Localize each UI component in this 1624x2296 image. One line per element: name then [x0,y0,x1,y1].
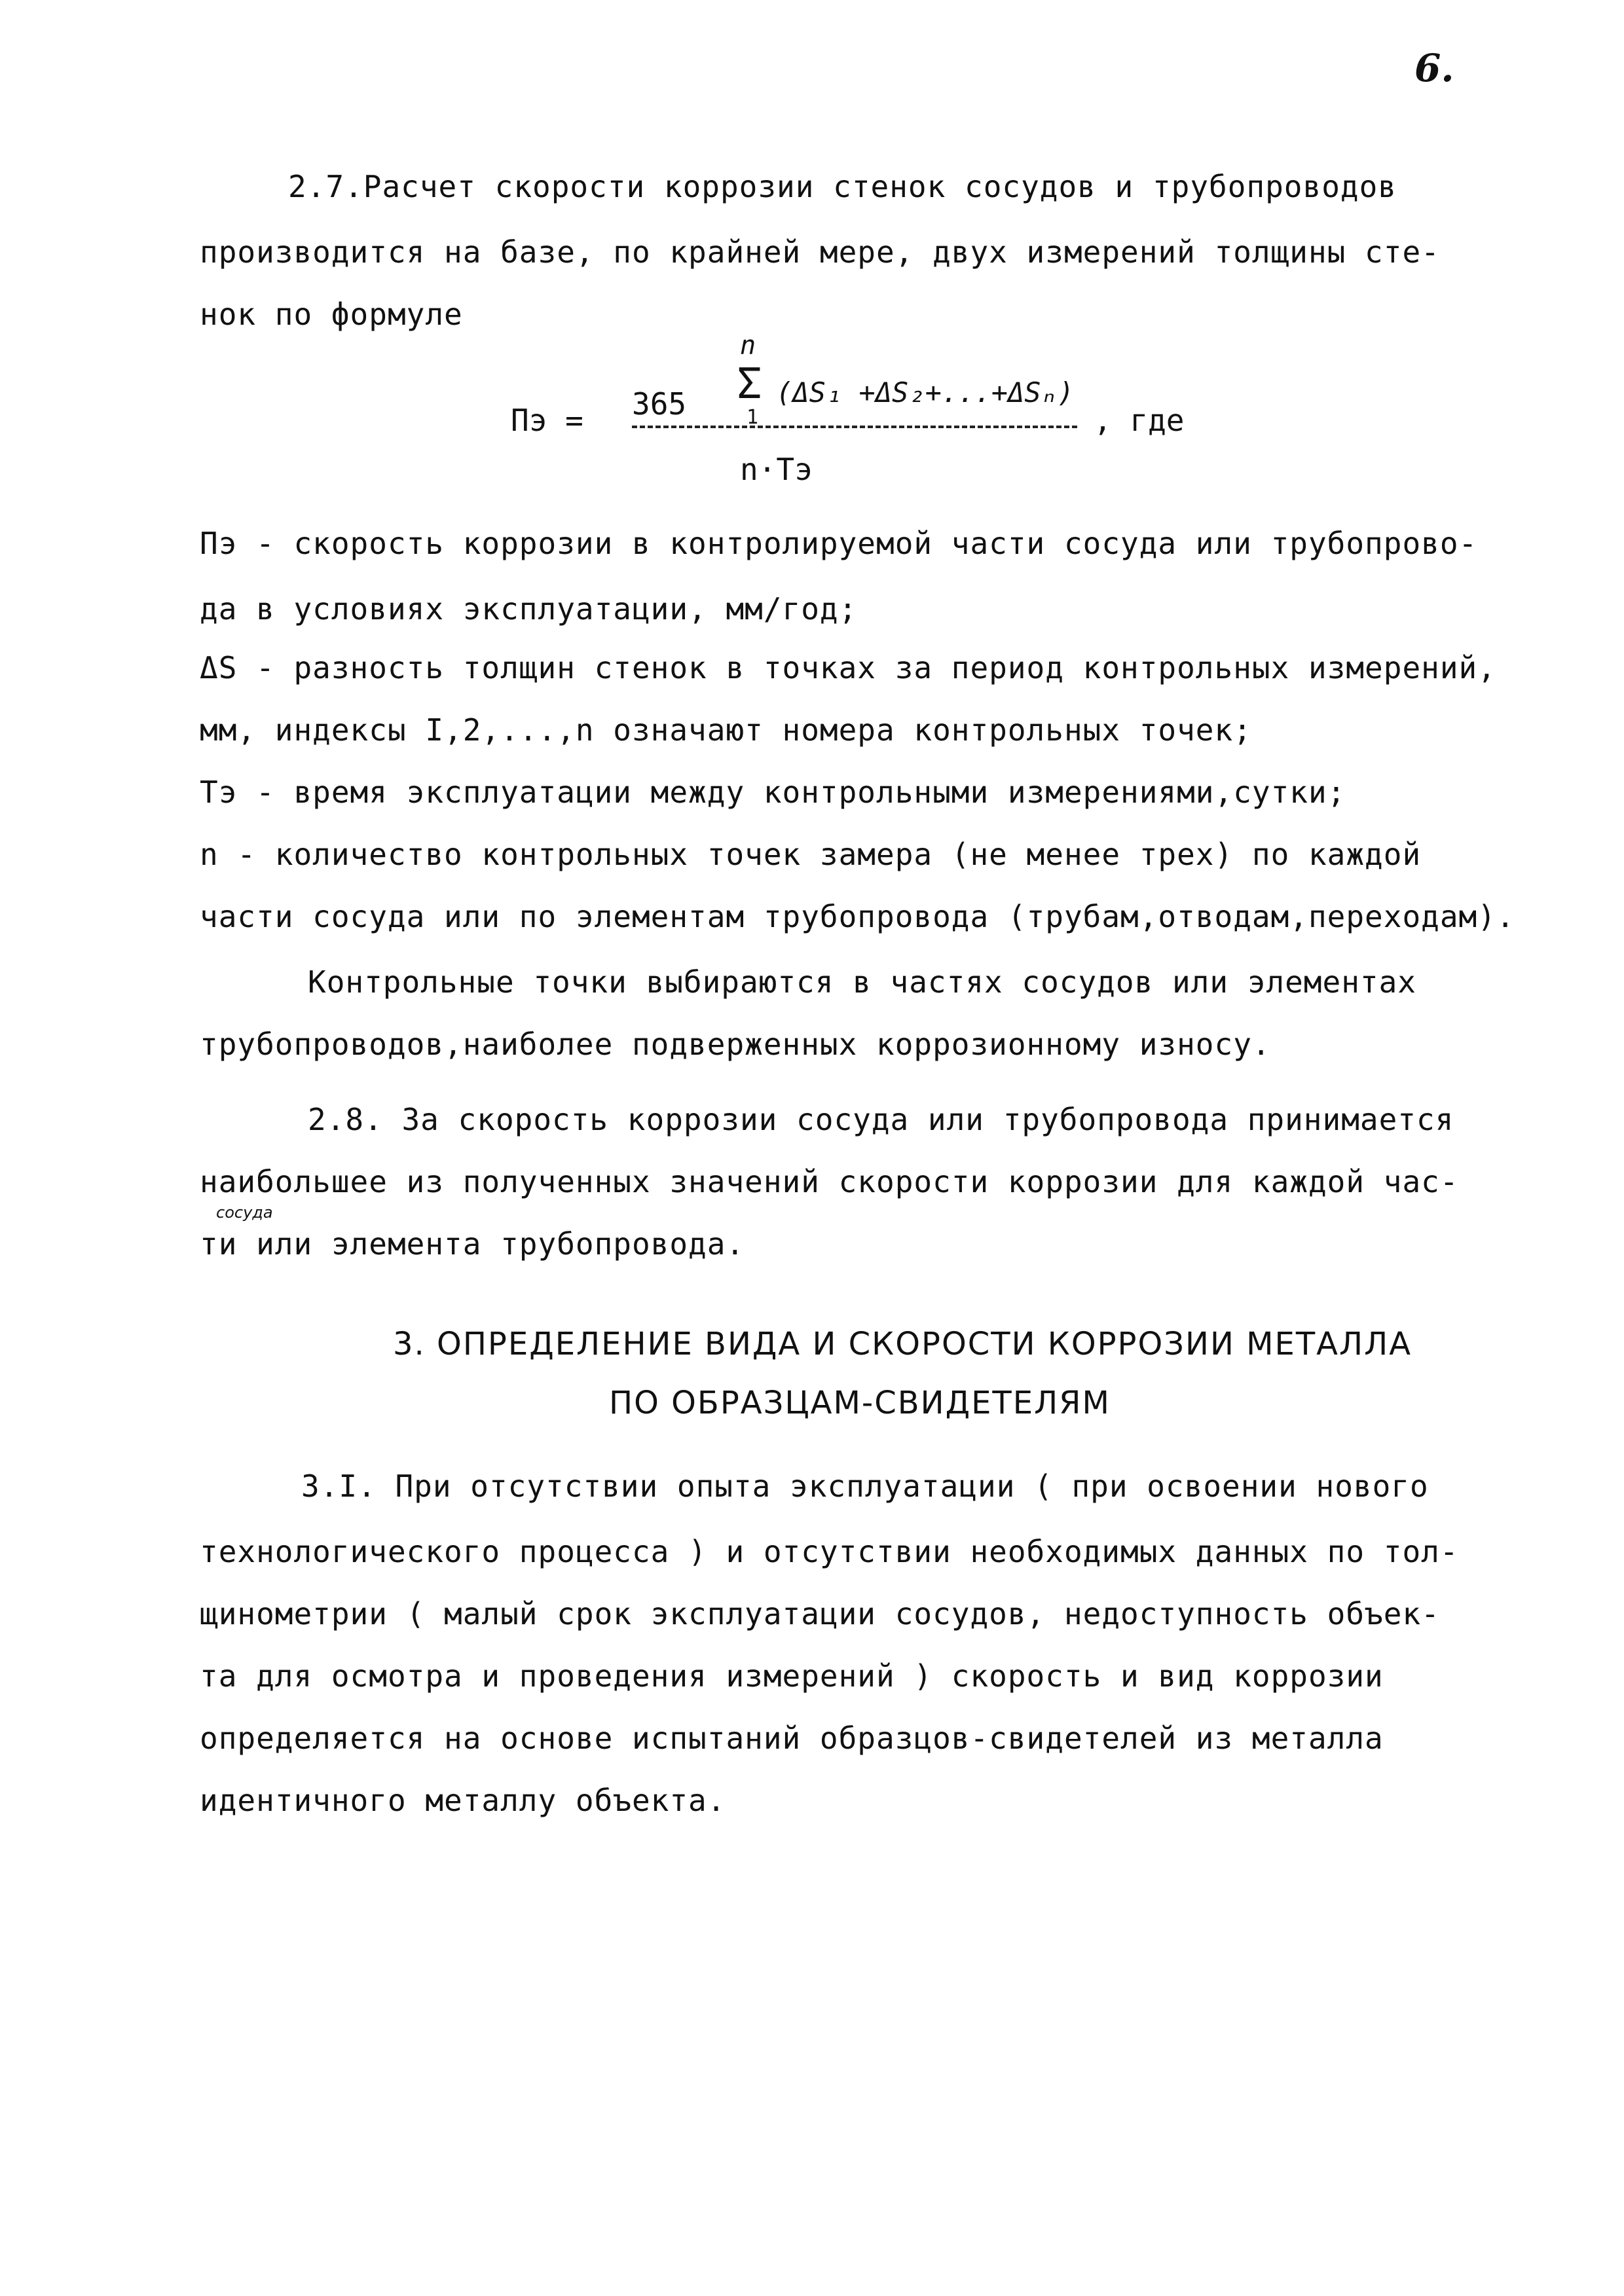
definition-line-1: Пэ - скорость коррозии в контролируемой части сосуда или трубопрово- [200,526,1478,561]
definition-line-6: n - количество контрольных точек замера (не менее трех) по каждой [200,837,1422,872]
definition-line-2: да в условиях эксплуатации, мм/год; [200,591,858,627]
definition-line-4: мм, индексы I,2,...,n означают номера контрольных точек; [200,712,1252,748]
section-3-heading-line-2: ПО ОБРАЗЦАМ-СВИДЕТЕЛЯМ [609,1385,1111,1421]
paragraph-3-1-line-1: 3.I. При отсутствии опыта эксплуатации ( при освоении нового [301,1468,1429,1504]
paragraph-2-8-line-3: ти или элемента трубопровода. [200,1226,745,1262]
formula-sum-upper: n [740,331,756,361]
definition-line-7: части сосуда или по элементам трубопровода (трубам,отводам,переходам). [200,899,1515,934]
formula-fraction-line [632,426,1077,428]
paragraph-3-1-line-4: та для осмотра и проведения измерений ) скорость и вид коррозии [200,1658,1384,1694]
formula-suffix: , где [1094,403,1185,438]
formula-lhs: Пэ = [511,403,583,438]
formula-sum-terms: (ΔS₁ +ΔS₂+...+ΔSₙ) [776,376,1075,409]
paragraph-3-1-line-2: технологического процесса ) и отсутствии необходимых данных по тол- [200,1534,1459,1569]
control-points-line-2: трубопроводов,наиболее подверженных коррозионному износу. [200,1027,1271,1062]
formula-coefficient: 365 [632,386,687,422]
paragraph-2-7-line-3: нок по формуле [200,297,463,332]
definition-line-5: Тэ - время эксплуатации между контрольными измерениями,сутки; [200,774,1346,810]
formula-denominator: n·Тэ [740,452,813,487]
paragraph-3-1-line-5: определяется на основе испытаний образцов-свидетелей из металла [200,1721,1384,1756]
paragraph-2-7-line-2: производится на базе, по крайней мере, двух измерений толщины сте- [200,234,1440,270]
definition-line-3: ΔS - разность толщин стенок в точках за период контрольных измерений, [200,650,1496,685]
formula-sum-lower: 1 [747,406,759,429]
paragraph-2-7-line-1: 2.7.Расчет скорости коррозии стенок сосудов и трубопроводов [288,169,1397,204]
section-3-heading-line-1: 3. ОПРЕДЕЛЕНИЕ ВИДА И СКОРОСТИ КОРРОЗИИ МЕТАЛЛА [393,1326,1412,1362]
handwritten-insert: сосуда [216,1203,273,1222]
paragraph-2-8-line-2: наибольшее из полученных значений скорости коррозии для каждой час- [200,1164,1459,1199]
paragraph-2-8-line-1: 2.8. За скорость коррозии сосуда или трубопровода принимается [308,1102,1454,1137]
formula-sum-symbol: Σ [737,360,762,409]
paragraph-3-1-line-6: идентичного металлу объекта. [200,1783,726,1818]
page-number: 6. [1414,46,1454,90]
control-points-line-1: Контрольные точки выбираются в частях сосудов или элементах [308,964,1416,1000]
paragraph-3-1-line-3: щинометрии ( малый срок эксплуатации сосудов, недоступность объек- [200,1596,1440,1631]
